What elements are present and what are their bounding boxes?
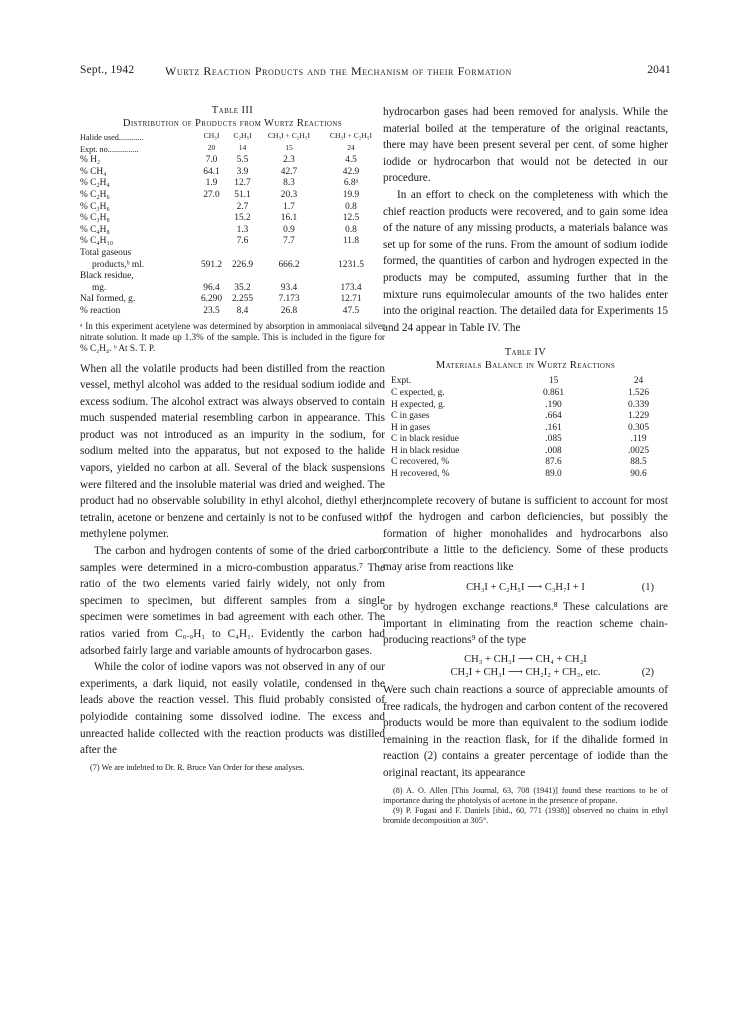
table4-caption: Materials Balance in Wurtz Reactions (435, 360, 616, 372)
right-paragraph-1: hydrocarbon gases had been removed for analysis. While the material boiled at the temperature of the original reactants, there may have been present several per cent. of some higher iodide or hydrocarbon that would not be detected in our procedure. (383, 106, 668, 185)
row-label: % CH₄ (80, 166, 107, 177)
running-date: Sept., 1942 (80, 64, 135, 76)
table3-row (80, 260, 382, 272)
table-cell: 35.2 (234, 282, 251, 293)
table-cell: 26.8 (280, 305, 298, 316)
table-cell: CH₃I + C₂H₅I (329, 131, 373, 140)
table-cell: 1.9 (205, 178, 218, 189)
table-cell: 15 (285, 142, 293, 152)
table-cell: 5.5 (236, 155, 249, 166)
left-column (80, 104, 385, 773)
row-label: H recovered, % (391, 469, 450, 480)
table3-label: Table III (211, 105, 254, 116)
table-cell: 51.1 (234, 189, 251, 200)
table-cell: 1231.5 (338, 259, 364, 270)
row-label: C in gases (391, 411, 430, 422)
row-label: % C₂H₆ (80, 189, 110, 200)
table-cell: 23.5 (203, 305, 220, 316)
table-cell: 87.6 (545, 457, 562, 468)
table-cell: 1.7 (283, 201, 295, 212)
table-cell: 20 (207, 142, 216, 152)
table3 (80, 132, 382, 318)
table-cell: C₂H₅I (233, 131, 252, 140)
equation-2-line-2: CH₂I + CH₃I ⟶ CH₂I₂ + CH₃, etc. (450, 667, 601, 678)
table-cell (196, 213, 227, 225)
table-cell: 173.4 (340, 282, 362, 293)
table-cell: 1.526 (627, 387, 650, 398)
right-column (383, 104, 668, 826)
row-label: C in black residue (391, 434, 459, 445)
table-cell: 1.3 (236, 224, 249, 235)
table-cell: 8.3 (283, 178, 295, 189)
table-cell: CH₃I (203, 131, 220, 140)
table-cell: 93.4 (280, 282, 298, 293)
table-cell: 4.5 (345, 155, 357, 166)
table4-row (391, 446, 681, 458)
table-cell: 12.5 (342, 213, 360, 224)
table-cell: 0.339 (627, 399, 650, 410)
table3-row (80, 271, 382, 283)
table3-row (80, 213, 382, 225)
table-cell: CH₃I + C₂H₅I (267, 131, 311, 140)
table3-row (80, 167, 382, 179)
table-cell: 8.4 (236, 305, 249, 316)
table-cell: 7.7 (283, 236, 295, 247)
table-cell: 7.0 (205, 155, 218, 166)
table3-row (80, 190, 382, 202)
row-label: % C₃H₈ (80, 213, 110, 224)
table-cell (196, 225, 227, 237)
table4-row (391, 388, 681, 400)
table-cell: .664 (545, 411, 562, 422)
table-cell: .008 (545, 445, 562, 456)
table-cell: 0.861 (542, 387, 565, 398)
equation-2-number: (2) (641, 667, 654, 678)
table3-row (80, 178, 382, 190)
row-label: Halide used............ (80, 133, 144, 142)
running-title: Wurtz Reaction Products and the Mechanism of their Formation (165, 64, 512, 78)
row-label: H in gases (391, 422, 431, 433)
table-cell (227, 248, 258, 260)
table3-footnote: ᵃ In this experiment acetylene was determined by absorption in ammoniacal silver nitrate solution. It made up 1.3% of the sample. This is included in the figure for % C₂H₄. ᵇ At S. T. P. (80, 320, 385, 353)
row-label: products,ᵇ ml. (92, 259, 145, 270)
table3-row (80, 202, 382, 214)
equation-2-line-1: CH₃ + CH₃I ⟶ CH₄ + CH₂I (464, 654, 587, 665)
table-cell: .190 (545, 399, 562, 410)
table-cell: 0.305 (627, 422, 650, 433)
left-footnote: (7) We are indebted to Dr. R. Bruce Van Order for these analyses. (90, 762, 305, 772)
table4-row (391, 423, 681, 435)
table-cell (196, 202, 227, 214)
table4-row (391, 434, 681, 446)
right-paragraph-3: incomplete recovery of butane is sufficient to account for most of the hydrogen and carbon deficiencies, but possibly the formation of higher monohalides and hydrocarbons also contribute a little to the deficiency. Some of these products may arise from reactions like (383, 494, 668, 574)
table3-caption: Distribution of Products from Wurtz Reactions (122, 118, 343, 129)
row-label: Expt. no............... (80, 144, 139, 154)
table-cell: 96.4 (203, 282, 220, 293)
table-cell: 6.290 (200, 294, 223, 305)
table-cell: 88.5 (630, 457, 647, 468)
table-cell: 90.6 (630, 469, 647, 480)
table-cell: 24 (633, 376, 644, 387)
reference-8: (8) A. O. Allen [This Journal, 63, 708 (1941)] found these reactions to be of importance during the photolysis of acetone in the presence of propane. (383, 785, 668, 805)
table-cell: 2.255 (231, 294, 254, 305)
right-paragraph-2: In an effort to check on the completeness with which the chief reaction products were recovered, and to gain some idea of the nature of any missing products, a materials balance was set up for some of the runs. From the amount of sodium iodide formed, the quantities of carbon and hydrogen expected in the products may be computed, assuming further that in the mixture runs equimolecular amounts of the two halides enter into the original reaction. The detailed data for Experiments 15 and 24 appear in Table IV. The (383, 188, 668, 334)
table-cell (258, 271, 320, 283)
table-cell: 47.5 (342, 305, 360, 316)
table3-row (80, 306, 382, 318)
row-label: % C₄H₁₀ (80, 236, 113, 247)
equation-2 (383, 653, 668, 679)
row-label: % C₄H₈ (80, 224, 110, 235)
table-cell: 12.71 (340, 294, 362, 305)
table-cell: 666.2 (278, 259, 300, 270)
table-cell (196, 248, 227, 260)
table-cell: 42.9 (342, 166, 360, 177)
equation-1 (383, 580, 668, 597)
table-cell: 14 (238, 142, 247, 152)
row-label: H in black residue (391, 445, 460, 456)
left-paragraph-1: When all the volatile products had been distilled from the reaction vessel, methyl alcohol was added to the residual sodium iodide and excess sodium. The alcohol extract was always observed to contain much suspended material resembling carbon in appearance. This product was not introduced as an impurity in the sodium, for sodium melted into the apparatus, but not exposed to the halide vapors, yielded no carbon at all. Several of the black suspensions were filtered and the insoluble material was dried and weighed. The product had no observable solubility in ethyl alcohol, diethyl ether, tetralin, acetone or benzene and certainly is not to be confused with methylene polymer. (80, 362, 385, 541)
table-cell (320, 248, 382, 260)
right-references (383, 786, 668, 826)
row-label: % H₂ (80, 155, 101, 166)
table-cell: 591.2 (200, 259, 223, 270)
row-label: Total gaseous (80, 247, 132, 258)
left-paragraph-3: While the color of iodine vapors was not observed in any of our experiments, a dark liquid, not easily volatile, condensed in the leads above the reaction vessel. This fluid probably consisted of polyiodide containing some dissolved iodine. The excess and unreacted halide collected with the reaction products was distilled after the (80, 661, 385, 757)
table4-row (391, 376, 681, 388)
table3-header-row (80, 144, 382, 156)
table-cell: .161 (545, 422, 562, 433)
row-label: C recovered, % (391, 457, 450, 468)
equation-1-number: (1) (641, 581, 654, 593)
table-cell: 16.1 (280, 213, 298, 224)
left-paragraph-2: The carbon and hydrogen contents of some of the dried carbon samples were determined in a micro-combustion apparatus.⁷ The ratio of the two elements varied fairly widely, not only from specimen to specimen, but different samples from a single specimen were sometimes in bad agreement with each other. The ratios varied from C₀.₉H₁ to C₄H₁. Evidently the carbon had adsorbed fairly large and variable amounts of hydrocarbon gases. (80, 545, 385, 657)
table-cell: 89.0 (545, 469, 562, 480)
row-label: % reaction (80, 305, 121, 316)
table4-label: Table IV (504, 347, 547, 359)
table3-row (80, 283, 382, 295)
row-label: % C₃H₆ (80, 201, 110, 212)
table3-row (80, 294, 382, 306)
table4-row (391, 400, 681, 412)
table-cell: .0025 (627, 445, 650, 456)
table4-row (391, 457, 681, 469)
row-label: NaI formed, g. (80, 294, 136, 305)
table-cell: 0.8 (345, 201, 357, 212)
table-cell: 15 (548, 376, 559, 387)
row-label: mg. (92, 282, 107, 293)
table4-row (391, 469, 681, 481)
table3-header-row (80, 132, 382, 144)
equation-1-text: CH₃I + C₂H₅I ⟶ C₃H₇I + I (466, 581, 585, 593)
table-cell (258, 248, 320, 260)
table-cell (320, 271, 382, 283)
row-label: Black residue, (80, 271, 134, 282)
table3-row (80, 225, 382, 237)
right-paragraph-5: Were such chain reactions a source of appreciable amounts of free radicals, the hydrogen and carbon content of the recovered products would be more than equivalent to the sodium iodide remaining in the reaction flask, for if the dihalide formed in reaction (2) contains a greater percentage of iodide than the original reactant, its appearance (383, 684, 668, 779)
table-cell: 27.0 (203, 189, 220, 200)
table-cell: 3.9 (236, 166, 249, 177)
right-paragraph-4: or by hydrogen exchange reactions.⁸ These calculations are important in eliminating from the reaction scheme chain-producing reactions⁹ of the type (383, 601, 668, 647)
table-cell: 2.7 (236, 201, 249, 212)
table-cell: 42.7 (280, 166, 298, 177)
table3-row (80, 236, 382, 248)
table-cell: 0.9 (283, 224, 295, 235)
row-label: H expected, g. (391, 399, 446, 410)
table-cell: 11.8 (342, 236, 360, 247)
table-cell: 20.3 (280, 189, 298, 200)
row-label: Expt. (391, 376, 412, 387)
table-cell: 226.9 (231, 259, 254, 270)
row-label: % C₂H₄ (80, 178, 110, 189)
table-cell: 15.2 (234, 213, 251, 224)
table-cell: .085 (545, 434, 562, 445)
table3-row (80, 155, 382, 167)
page-number: 2041 (647, 64, 671, 76)
table-cell: 1.229 (627, 411, 650, 422)
table-cell: 24 (347, 142, 355, 152)
table-cell: 7.6 (236, 236, 249, 247)
table-cell (196, 271, 227, 283)
table-cell (196, 236, 227, 248)
table-cell: .119 (630, 434, 647, 445)
table-cell: 64.1 (203, 166, 220, 177)
table-cell (227, 271, 258, 283)
table-cell: 6.8ᵃ (343, 178, 359, 189)
reference-9: (9) P. Fugasi and F. Daniels [ibid., 60, 771 (1938)] observed no chains in ethyl bromide decomposition at 305°. (383, 805, 668, 825)
table-cell: 19.9 (342, 189, 360, 200)
table-cell: 7.173 (278, 294, 300, 305)
table-cell: 2.3 (283, 155, 295, 166)
table4 (391, 376, 681, 480)
table3-row (80, 248, 382, 260)
row-label: C expected, g. (391, 387, 445, 398)
table-cell: 0.8 (345, 224, 357, 235)
table4-row (391, 411, 681, 423)
table-cell: 12.7 (234, 178, 251, 189)
